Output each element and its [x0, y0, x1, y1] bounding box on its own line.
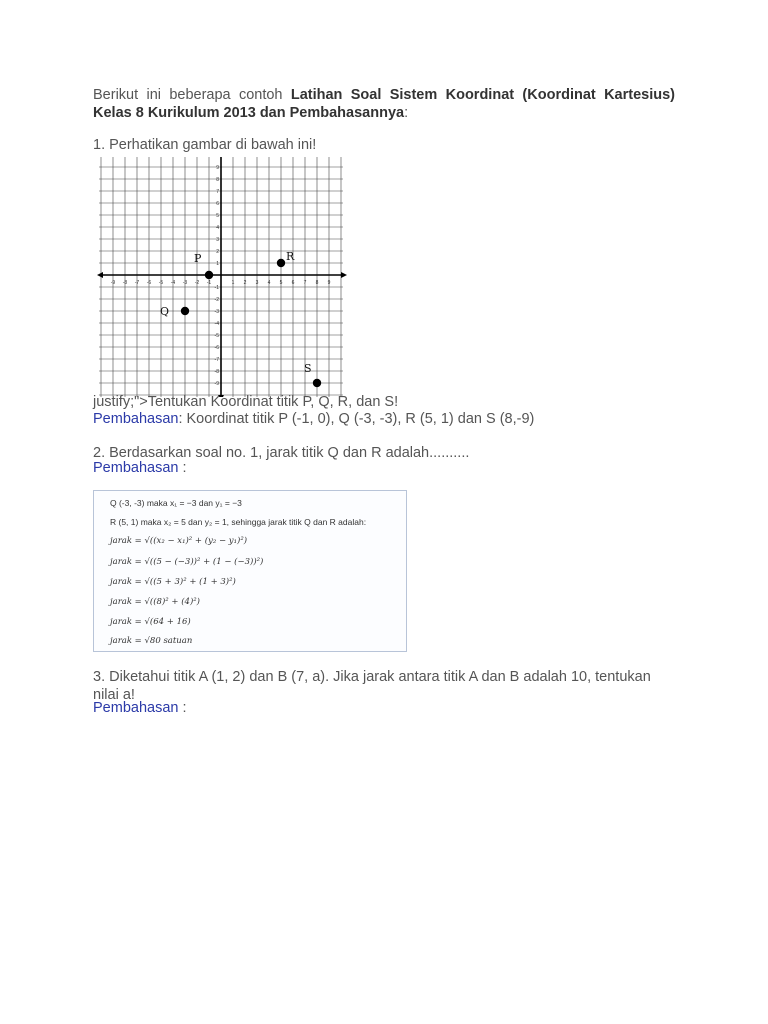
intro-title: Latihan Soal Sistem Koordinat (Koordinat Kartesius) Kelas 8 Kurikulum 2013 dan Pembahasannya: [93, 87, 675, 121]
solution-line-3: jarak = √((x₂ − x₁)² + (y₂ − y₁)²): [110, 536, 248, 546]
solution-line-1: Q (-3, -3) maka x₁ = −3 dan y₁ = −3: [110, 498, 242, 508]
x-axis-arrow-left: [97, 272, 103, 278]
x-axis-arrow-right: [341, 272, 347, 278]
question-3: 3. Diketahui titik A (1, 2) dan B (7, a). Jika jarak antara titik A dan B adalah 10, tentukan nilai a!: [93, 669, 651, 703]
y-tick-label: 2: [216, 249, 219, 255]
answer-1-text: : Koordinat titik P (-1, 0), Q (-3, -3), R (5, 1) dan S (8,-9): [178, 411, 535, 427]
intro-paragraph: [93, 86, 675, 122]
solution-line-5: jarak = √((5 + 3)² + (1 + 3)²): [110, 577, 236, 587]
x-tick-label: 8: [315, 280, 319, 286]
x-tick-label: -4: [170, 280, 176, 286]
cartesian-grid-figure: [95, 157, 347, 397]
y-tick-label: -4: [214, 321, 219, 327]
y-tick-label: 6: [216, 201, 219, 207]
question-1-instruction: justify;">Tentukan Koordinat titik P, Q, R, dan S!: [93, 394, 399, 410]
answer-1-label: Pembahasan: [93, 411, 179, 427]
solution-line-8: jarak = √80 satuan: [110, 636, 193, 646]
intro-prefix: Berikut ini beberapa contoh: [93, 87, 291, 103]
y-tick-label: -3: [214, 309, 219, 315]
distance-solution-box: [93, 490, 407, 652]
x-tick-label: 3: [255, 280, 259, 286]
solution-line-4: jarak = √((5 − (−3))² + (1 − (−3))²): [110, 557, 264, 567]
x-tick-label: -5: [158, 280, 164, 286]
y-tick-label: 8: [216, 177, 219, 183]
y-tick-label: 7: [216, 189, 219, 195]
x-tick-label: -2: [194, 280, 200, 286]
y-tick-label: 1: [216, 261, 219, 267]
y-tick-label: 5: [216, 213, 219, 219]
point-q: [181, 307, 189, 315]
x-tick-label: 2: [243, 280, 247, 286]
answer-3-suffix: :: [178, 700, 187, 716]
answer-1: [93, 410, 675, 428]
y-tick-label: 3: [216, 237, 219, 243]
y-tick-label: -9: [214, 381, 219, 387]
y-tick-label: -5: [214, 333, 219, 339]
intro-suffix: :: [404, 105, 409, 121]
answer-3-label: Pembahasan: [93, 700, 179, 716]
y-tick-label: -7: [214, 357, 219, 363]
x-tick-label: -9: [110, 280, 116, 286]
point-label-s: S: [304, 362, 312, 375]
x-tick-label: -8: [122, 280, 128, 286]
x-tick-label: 1: [231, 280, 235, 286]
question-2: 2. Berdasarkan soal no. 1, jarak titik Q dan R adalah..........: [93, 445, 470, 461]
solution-line-2: R (5, 1) maka x₂ = 5 dan y₂ = 1, sehingga jarak titik Q dan R adalah:: [110, 517, 367, 527]
x-tick-label: 5: [279, 280, 283, 286]
answer-2: [93, 459, 675, 477]
answer-2-suffix: :: [178, 460, 187, 476]
y-tick-label: -8: [214, 369, 219, 375]
x-tick-label: 6: [291, 280, 295, 286]
point-s: [313, 379, 321, 387]
y-tick-label: 4: [216, 225, 219, 231]
y-tick-label: -1: [214, 285, 219, 291]
point-label-p: P: [194, 252, 202, 265]
y-tick-label: 9: [216, 165, 219, 171]
point-label-r: R: [286, 250, 295, 263]
answer-2-label: Pembahasan: [93, 460, 179, 476]
question-1: 1. Perhatikan gambar di bawah ini!: [93, 137, 317, 153]
x-tick-label: 7: [303, 280, 307, 286]
x-tick-label: -3: [182, 280, 188, 286]
x-tick-label: -7: [134, 280, 140, 286]
x-tick-label: 9: [327, 280, 331, 286]
y-tick-label: -6: [214, 345, 219, 351]
point-label-q: Q: [160, 305, 170, 318]
point-r: [277, 259, 285, 267]
x-tick-label: -1: [206, 280, 212, 286]
answer-3: [93, 699, 675, 717]
solution-line-7: jarak = √(64 + 16): [110, 617, 191, 627]
y-tick-label: -2: [214, 297, 219, 303]
x-tick-label: -6: [146, 280, 152, 286]
solution-line-6: jarak = √((8)² + (4)²): [110, 597, 200, 607]
x-tick-label: 4: [267, 280, 271, 286]
point-p: [205, 271, 213, 279]
